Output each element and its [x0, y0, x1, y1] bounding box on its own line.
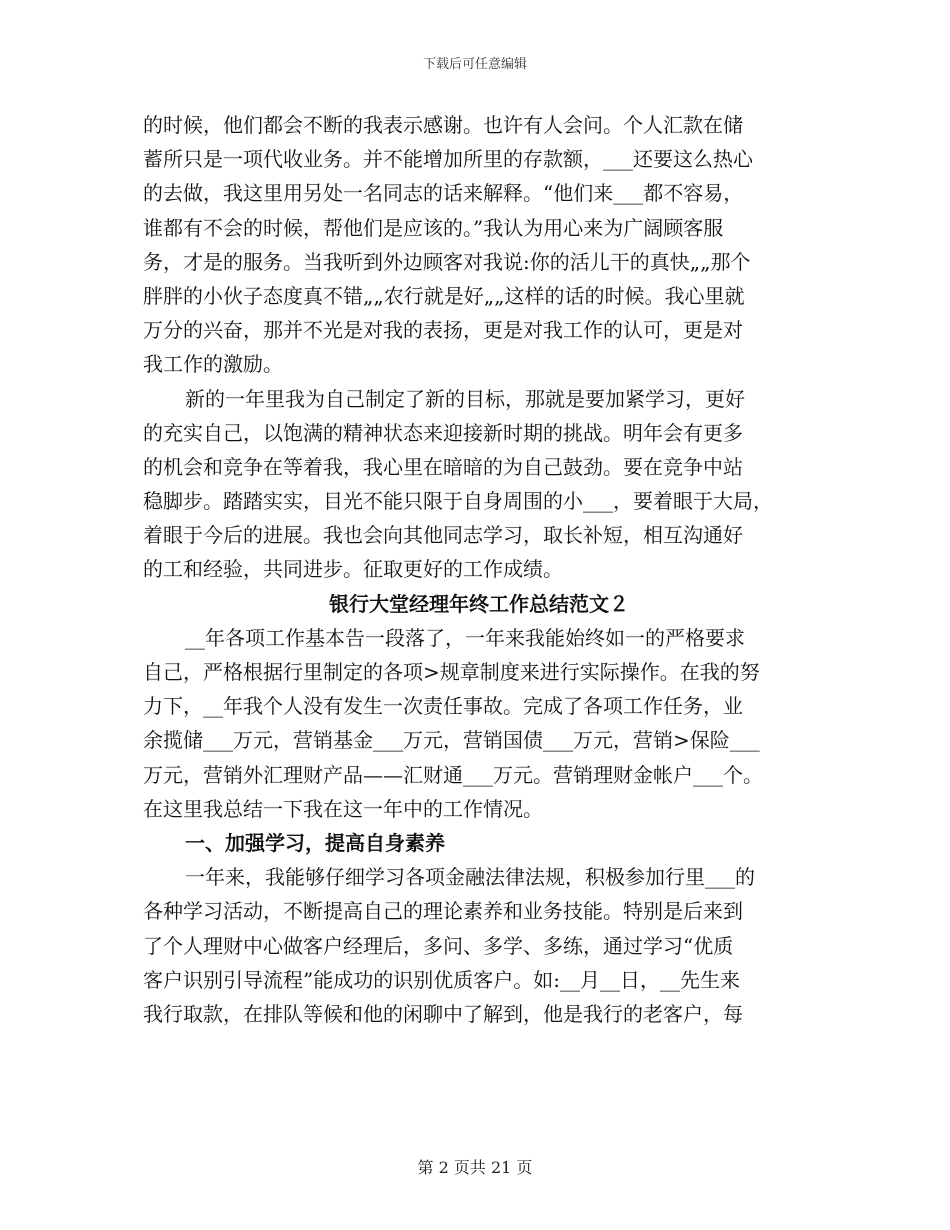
text-line: 胖胖的小伙子态度真不错„„农行就是好„„这样的话的时候。我心里就: [143, 283, 745, 308]
paragraph-4: [143, 860, 815, 1031]
paragraph-1: [143, 108, 815, 382]
text-line: 的充实自己，以饱满的精神状态来迎接新时期的挑战。明年会有更多: [143, 420, 743, 445]
text-line: 的时候，他们都会不断的我表示感谢。也许有人会问。个人汇款在储: [143, 113, 743, 137]
text-line: 客户识别引导流程”能成功的识别优质客户。如:__月__日，__先生来: [143, 967, 740, 992]
text-line: 各种学习活动，不断提高自己的理论素养和业务技能。特别是后来到: [143, 899, 743, 924]
text-line: 了个人理财中心做客户经理后，多问、多学、多练，通过学习“优质: [143, 933, 734, 958]
text-line: 一年来，我能够仔细学习各项金融法律法规，积极参加行里___的: [185, 865, 755, 890]
text-line: 的机会和竞争在等着我，我心里在暗暗的为自己鼓劲。要在竞争中站: [143, 454, 743, 479]
text-line: 自己，严格根据行里制定的各项>规章制度来进行实际操作。在我的努: [143, 660, 760, 684]
text-line: 谁都有不会的时候，帮他们是应该的。”我认为用心来为广阔顾客服: [143, 215, 724, 240]
paragraph-2: [143, 382, 815, 587]
text-line: __年各项工作基本告一段落了，一年来我能始终如一的严格要求: [185, 625, 745, 650]
text-line: 我工作的激励。: [143, 352, 283, 377]
text-line: 在这里我总结一下我在这一年中的工作情况。: [143, 796, 543, 821]
text-line: 万元，营销外汇理财产品——汇财通___万元。营销理财金帐户___个。: [143, 762, 763, 787]
subsection-title: 一、加强学习，提高自身素养: [185, 830, 445, 855]
page-header-note: 下载后可任意编辑: [422, 57, 527, 72]
document-body: [143, 108, 815, 1031]
text-line: 新的一年里我为自己制定了新的目标，那就是要加紧学习，更好: [185, 386, 745, 411]
text-line: 的工和经验，共同进步。征取更好的工作成绩。: [143, 557, 563, 582]
text-line: 万分的兴奋，那并不光是对我的表扬，更是对我工作的认可，更是对: [143, 318, 743, 343]
text-line: 着眼于今后的进展。我也会向其他同志学习，取长补短，相互沟通好: [143, 523, 743, 548]
section-title: 银行大堂经理年终工作总结范文２: [329, 591, 629, 616]
text-line: 务，才是的服务。当我听到外边顾客对我说:你的活儿干的真快„„那个: [143, 249, 751, 274]
text-line: 我行取款，在排队等候和他的闲聊中了解到，他是我行的老客户，每: [143, 1001, 743, 1026]
page-number-footer: 第 2 页共 21 页: [417, 1158, 533, 1177]
text-line: 余揽储___万元，营销基金___万元，营销国债___万元，营销>保险___: [143, 728, 760, 753]
text-line: 蓄所只是一项代收业务。并不能增加所里的存款额，___还要这么热心: [143, 147, 753, 172]
text-line: 的去做，我这里用另处一名同志的话来解释。“他们来___都不容易，: [143, 181, 744, 206]
text-line: 力下，__年我个人没有发生一次责任事故。完成了各项工作任务，业: [143, 694, 743, 719]
text-line: 稳脚步。踏踏实实，目光不能只限于自身周围的小___，要着眼于大局，: [143, 489, 773, 514]
paragraph-3: [143, 621, 815, 826]
